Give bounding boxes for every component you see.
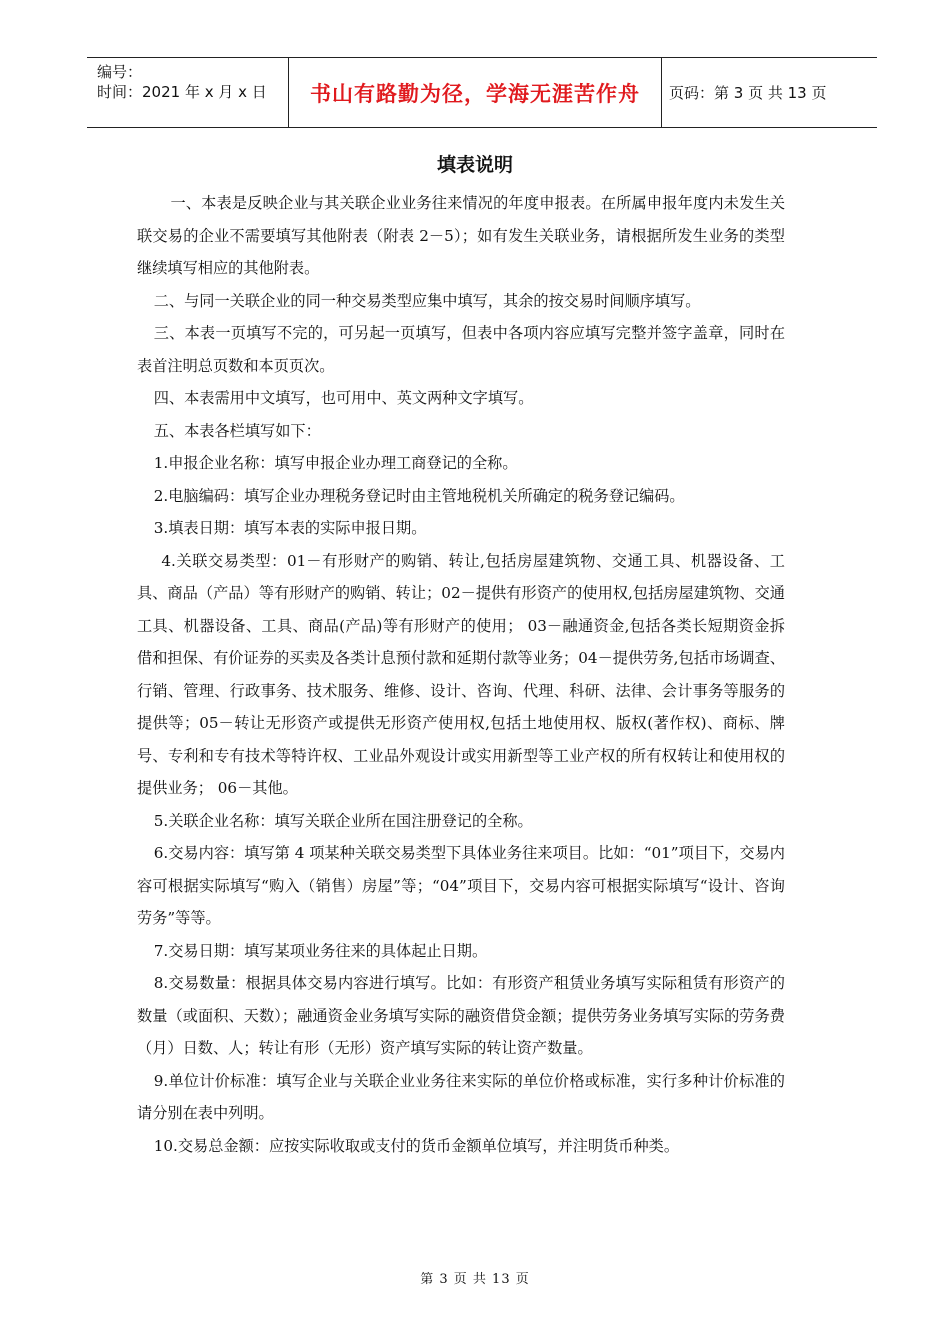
header-divider (661, 58, 662, 127)
item-9: 9.单位计价标准：填写企业与关联企业业务往来实际的单位价格或标准，实行多种计价标准的请分别在表中列明。 (137, 1071, 785, 1122)
item-2: 2.电脑编码：填写企业办理税务登记时由主管地税机关所确定的税务登记编码。 (153, 486, 685, 505)
item-7: 7.交易日期：填写某项业务往来的具体起止日期。 (153, 941, 488, 960)
paragraph-5: 五、本表各栏填写如下： (153, 421, 321, 440)
item-10: 10.交易总金额：应按实际收取或支付的货币金额单位填写，并注明货币种类。 (153, 1136, 680, 1155)
header-motto: 书山有路勤为径，学海无涯苦作舟 (310, 81, 640, 106)
paragraph-3: 三、本表一页填写不完的，可另起一页填写，但表中各项内容应填写完整并签字盖章，同时在表首注明总页数和本页页次。 (137, 324, 785, 375)
page-title: 填表说明 (436, 154, 513, 176)
item-8: 8.交易数量：根据具体交易内容进行填写。比如：有形资产租赁业务填写实际租赁有形资产的数量（或面积、天数）；融通资金业务填写实际的融资借贷金额；提供劳务业务填写实际的劳务费（月）日数、人；转让有形（无形）资产填写实际的转让资产数量。 (137, 974, 785, 1057)
serial-label: 编号： (97, 63, 143, 81)
instructions-body (137, 187, 785, 1162)
paragraph-4: 四、本表需用中文填写，也可用中、英文两种文字填写。 (153, 389, 534, 407)
page-footer: 第 3 页 共 13 页 (420, 1272, 530, 1287)
item-3: 3.填表日期：填写本表的实际申报日期。 (153, 519, 427, 537)
header-page-info: 页码：第 3 页 共 13 页 (669, 84, 827, 102)
item-6: 6.交易内容：填写第 4 项某种关联交易类型下具体业务往来项目。比如：“01”项目下，交易内容可根据实际填写“购入（销售）房屋”等；“04”项目下，交易内容可根据实际填写“设计、咨询劳务”等等。 (137, 844, 785, 927)
paragraph-1: 一、本表是反映企业与其关联企业业务往来情况的年度申报表。在所属申报年度内未发生关联交易的企业不需要填写其他附表（附表 2－5）；如有发生关联业务，请根据所发生业务的类型继续填写相应的其他附表。 (137, 194, 785, 277)
paragraph-2: 二、与同一关联企业的同一种交易类型应集中填写，其余的按交易时间顺序填写。 (153, 291, 701, 310)
item-4: 4.关联交易类型：01－有形财产的购销、转让,包括房屋建筑物、交通工具、机器设备、工具、商品（产品）等有形财产的购销、转让；02－提供有形资产的使用权,包括房屋建筑物、交通工具、机器设备、工具、商品(产品)等有形财产的使用； 03－融通资金,包括各类长短期资金拆借和担保、有价证券的买卖及各类计息预付款和延期付款等业务；04－提供劳务,包括市场调查、行销、管理、行政事务、技术服务、维修、设计、咨询、代理、科研、法律、会计事务等服务的提供等；05－转让无形资产或提供无形资产使用权,包括土地使用权、版权(著作权)、商标、牌号、专利和专有技术等特许权、工业品外观设计或实用新型等工业产权的所有权转让和使用权的提供业务； 06－其他。 (137, 551, 785, 797)
item-1: 1.申报企业名称：填写申报企业办理工商登记的全称。 (153, 454, 518, 472)
header-meta (97, 62, 287, 102)
header-table (87, 57, 877, 128)
item-5: 5.关联企业名称：填写关联企业所在国注册登记的全称。 (153, 811, 533, 830)
date-line: 时间：2021 年 x 月 x 日 (97, 83, 267, 101)
